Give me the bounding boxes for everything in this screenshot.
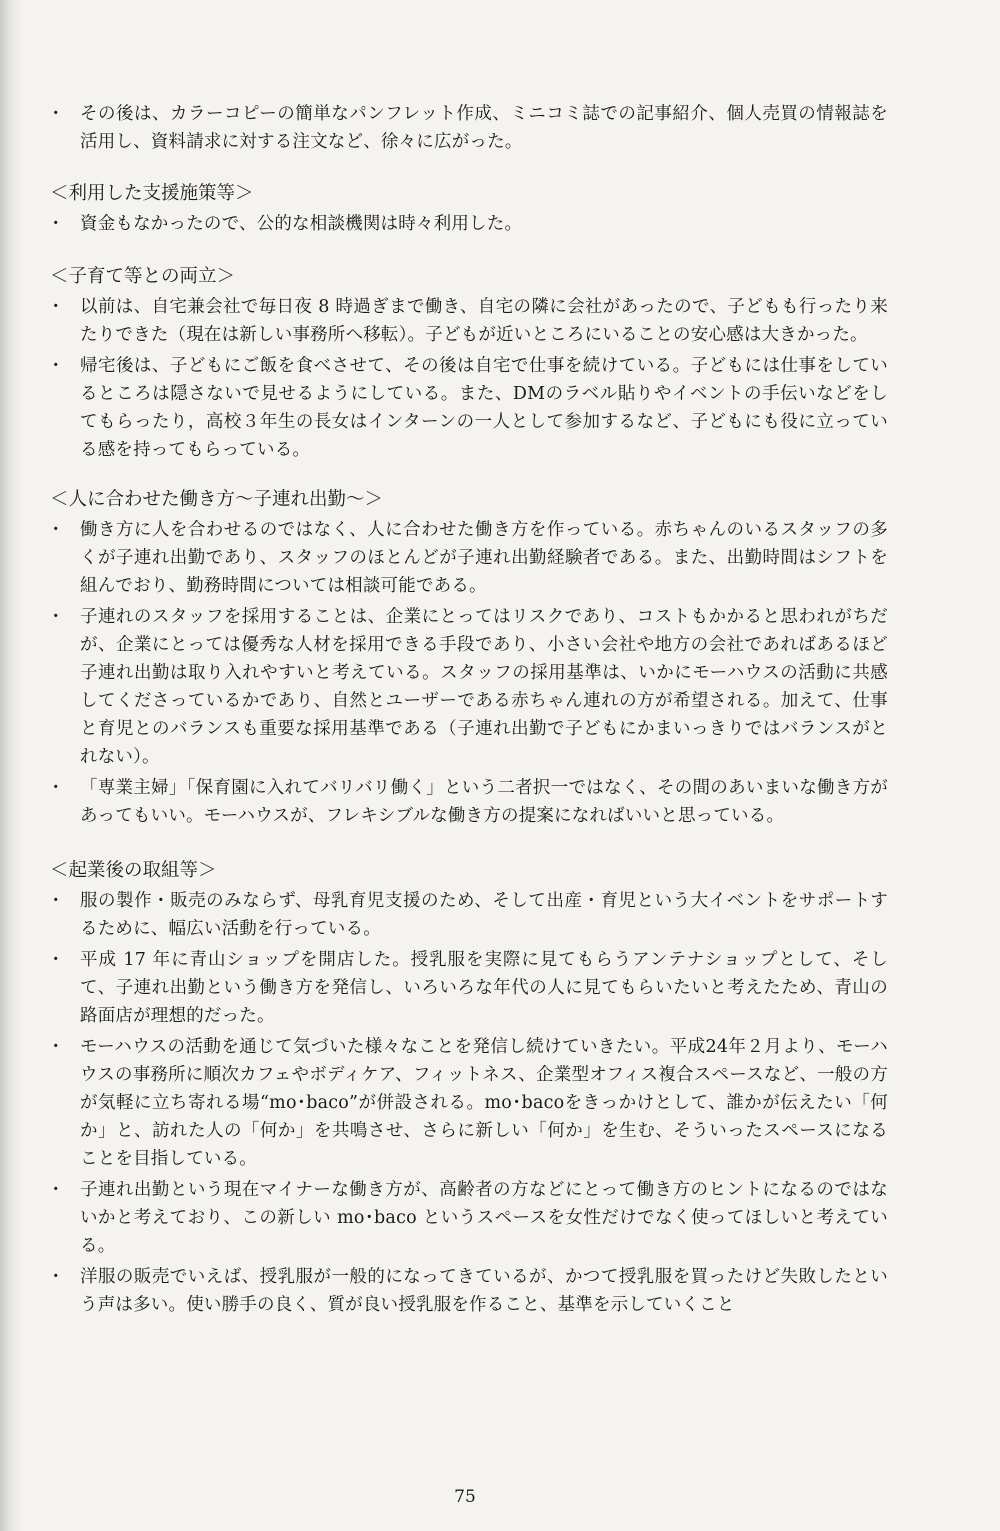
bullet-item: ・ 服の製作・販売のみならず、母乳育児支援のため、そして出産・育児という大イベントをサポートするために、幅広い活動を行っている。 xyxy=(48,887,888,943)
bullet-item: ・ 洋服の販売でいえば、授乳服が一般的になってきているが、かつて授乳服を買ったけど失敗したという声は多い。使い勝手の良く、質が良い授乳服を作ること、基準を示していくこと xyxy=(48,1263,888,1319)
bullet-item: ・ 帰宅後は、子どもにご飯を食べさせて、その後は自宅で仕事を続けている。子どもには仕事をしているところは隠さないで見せるようにしている。また、DMのラベル貼りやイベントの手伝いなどをしてもらったり，高校３年生の長女はインターンの一人として参加するなど、子どもにも役に立っている感を持ってもらっている。 xyxy=(48,352,888,464)
section-work-style xyxy=(48,485,888,830)
bullet-item: ・ 子連れのスタッフを採用することは、企業にとってはリスクであり、コストもかかると思われがちだが、企業にとっては優秀な人材を採用できる手段であり、小さい会社や地方の会社であればあるほど子連れ出勤は取り入れやすいと考えている。スタッフの採用基準は、いかにモーハウスの活動に共感してくださっているかであり、自然とユーザーである赤ちゃん連れの方が希望される。加えて、仕事と育児とのバランスも重要な採用基準である（子連れ出勤で子どもにかまいっきりではバランスがとれない）。 xyxy=(48,603,888,771)
page-number: 75 xyxy=(454,1487,476,1507)
bullet-item: ・ その後は、カラーコピーの簡単なパンフレット作成、ミニコミ誌での記事紹介、個人売買の情報誌を活用し、資料請求に対する注文など、徐々に広がった。 xyxy=(48,100,888,156)
section-heading: ＜起業後の取組等＞ xyxy=(50,860,217,881)
bullet-item: ・ 働き方に人を合わせるのではなく、人に合わせた働き方を作っている。赤ちゃんのいるスタッフの多くが子連れ出勤であり、スタッフのほとんどが子連れ出勤経験者である。また、出勤時間はシフトを組んでおり、勤務時間については相談可能である。 xyxy=(48,516,888,600)
bullet-item: ・ モーハウスの活動を通じて気づいた様々なことを発信し続けていきたい。平成24年２月より、モーハウスの事務所に順次カフェやボディケア、フィットネス、企業型オフィス複合スペースなど、一般の方が気軽に立ち寄れる場“mo･baco”が併設される。mo･bacoをきっかけとして、誰かが伝えたい「何か」と、訪れた人の「何か」を共鳴させ、さらに新しい「何か」を生む、そういったスペースになることを目指している。 xyxy=(48,1033,888,1173)
section-heading: ＜人に合わせた働き方～子連れ出勤～＞ xyxy=(50,489,384,510)
section-continuation xyxy=(48,100,888,156)
bullet-list xyxy=(48,100,888,156)
section-post-startup-activities xyxy=(48,856,888,1319)
bullet-list xyxy=(48,516,888,830)
bullet-list xyxy=(48,210,888,238)
bullet-item: ・ 「専業主婦」「保育園に入れてバリバリ働く」という二者択一ではなく、その間のあいまいな働き方があってもいい。モーハウスが、フレキシブルな働き方の提案になればいいと思っている。 xyxy=(48,774,888,830)
bullet-list xyxy=(48,887,888,1319)
page-content xyxy=(48,100,888,1322)
bullet-list xyxy=(48,293,888,464)
scan-edge-shadow xyxy=(0,0,22,1531)
section-support-measures xyxy=(48,179,888,238)
bullet-item: ・ 資金もなかったので、公的な相談機関は時々利用した。 xyxy=(48,210,888,238)
bullet-item: ・ 平成 17 年に青山ショップを開店した。授乳服を実際に見てもらうアンテナショップとして、そして、子連れ出勤という働き方を発信し、いろいろな年代の人に見てもらいたいと考えたため、青山の路面店が理想的だった。 xyxy=(48,946,888,1030)
section-childcare-balance xyxy=(48,262,888,464)
section-heading: ＜利用した支援施策等＞ xyxy=(50,183,254,204)
bullet-item: ・ 以前は、自宅兼会社で毎日夜 8 時過ぎまで働き、自宅の隣に会社があったので、子どもも行ったり来たりできた（現在は新しい事務所へ移転）。子どもが近いところにいることの安心感は大きかった。 xyxy=(48,293,888,349)
section-heading: ＜子育て等との両立＞ xyxy=(50,266,236,287)
bullet-item: ・ 子連れ出勤という現在マイナーな働き方が、高齢者の方などにとって働き方のヒントになるのではないかと考えており、この新しい mo･baco というスペースを女性だけでなく使ってほしいと考えている。 xyxy=(48,1176,888,1260)
